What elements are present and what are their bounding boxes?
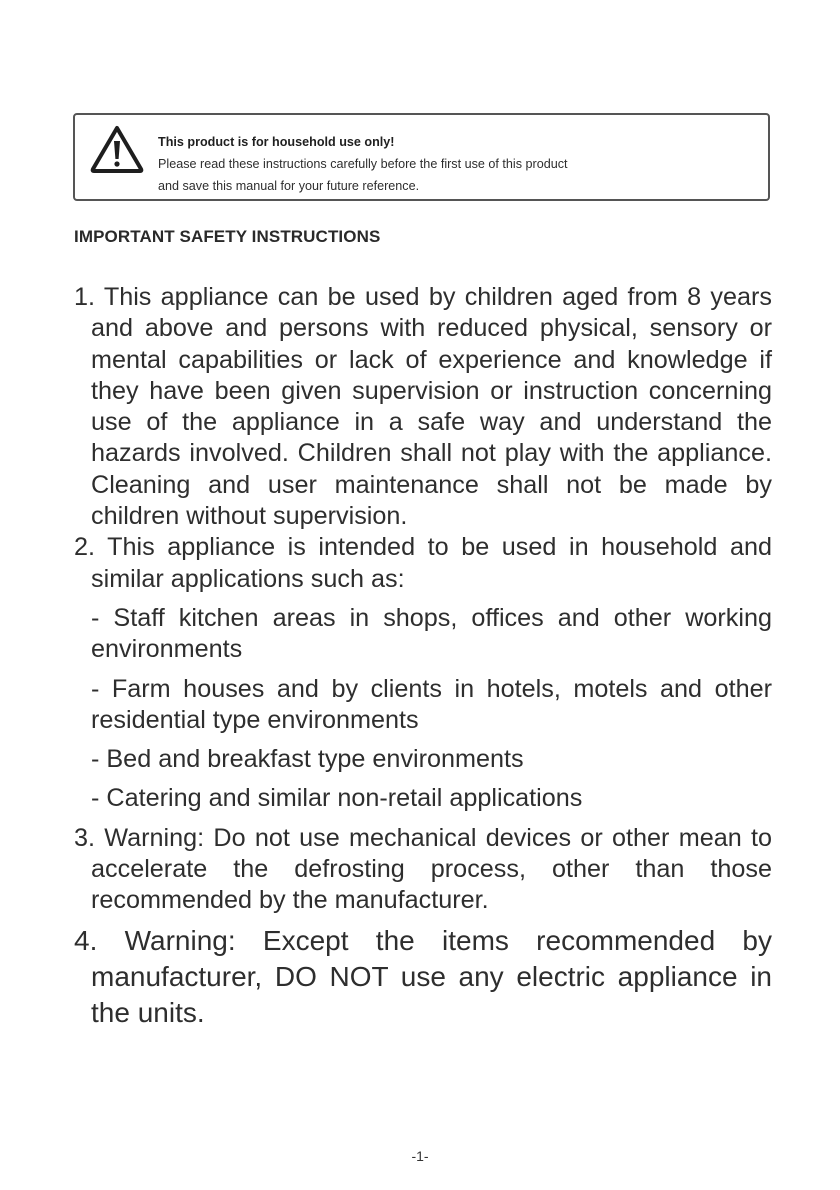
instructions-list — [74, 282, 772, 1031]
instruction-subitem: - Farm houses and by clients in hotels, motels and other residential type environments — [91, 674, 772, 734]
instruction-item-2: 2. This appliance is intended to be used in household and similar applications such as: — [74, 533, 772, 593]
instruction-item-1: 1. This appliance can be used by children aged from 8 years and above and persons with reduced physical, sensory or mental capabilities or lack of experience and knowledge if they have been given supervision or instruction concerning use of the appliance in a safe way and understand the hazards involved. Children shall not play with the appliance. Cleaning and user maintenance shall not be made by children without supervision. — [74, 283, 772, 531]
notice-line-1: Please read these instructions carefully before the first use of this product — [158, 157, 568, 171]
notice-line-2: and save this manual for your future reference. — [158, 179, 420, 193]
section-title: IMPORTANT SAFETY INSTRUCTIONS — [74, 227, 381, 246]
household-notice-box — [73, 113, 770, 201]
instruction-subitem: - Bed and breakfast type environments — [91, 745, 524, 774]
instruction-item-4: 4. Warning: Except the items recommended by manufacturer, DO NOT use any electric appliance in the units. — [74, 924, 772, 1028]
notice-heading: This product is for household use only! — [158, 135, 395, 149]
instruction-subitem: - Catering and similar non-retail applications — [91, 784, 583, 813]
warning-triangle-icon — [89, 123, 145, 175]
instruction-item-3: 3. Warning: Do not use mechanical devices or other mean to accelerate the defrosting process, other than those recommended by the manufacturer. — [74, 823, 772, 915]
page-number: -1- — [411, 1148, 429, 1164]
notice-text — [158, 131, 568, 197]
instruction-subitem: - Staff kitchen areas in shops, offices and other working environments — [91, 603, 772, 664]
